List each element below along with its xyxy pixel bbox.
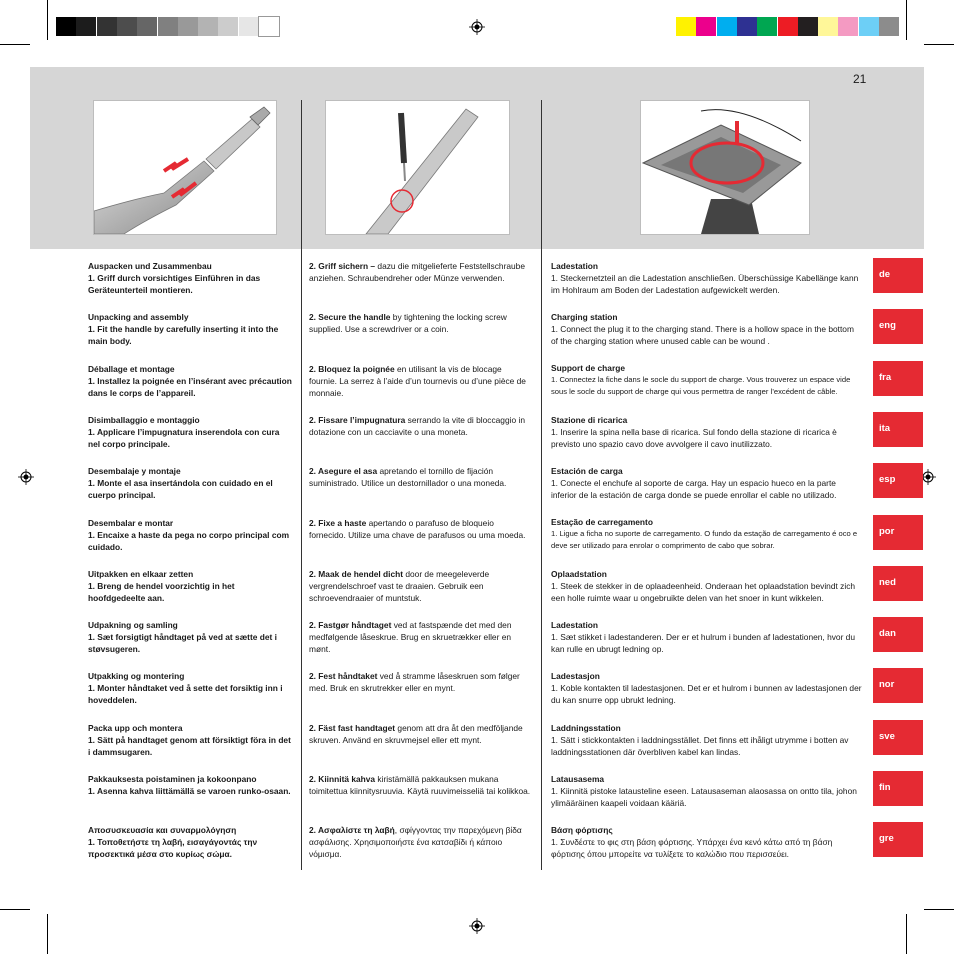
color-swatch: [879, 17, 899, 36]
instruction-block: [551, 260, 863, 296]
crop-mark: [0, 909, 30, 910]
instruction-step-label: 2. Fissare l’impugnatura: [309, 414, 406, 425]
instruction-step-label: 2. Bloquez la poignée: [309, 363, 395, 374]
language-tab-label: de: [879, 269, 891, 280]
instruction-block: [551, 311, 863, 347]
grey-swatch: [158, 17, 178, 36]
section-heading: Αποσυσκευασία και συναρμολόγηση: [88, 825, 237, 836]
section-heading: Support de charge: [551, 362, 625, 373]
language-tab-nor: [873, 668, 923, 703]
instruction-step-label: 2. Secure the handle: [309, 312, 391, 323]
instruction-text: en utilisant la vis de blocage fournie. La serrez à l’aide d’un tournevis ou d’une pièce de monnaie.: [309, 363, 526, 398]
grey-swatch: [239, 17, 259, 36]
section-heading: Packa upp och montera: [88, 722, 183, 733]
section-heading: Ladestation: [551, 620, 598, 631]
instruction-block: [551, 517, 863, 552]
instruction-step-label: 2. Ασφαλίστε τη λαβή: [309, 825, 395, 836]
instruction-text: 1. Connect the plug it to the charging stand. There is a hollow space in the bottom of the charging station where unused cable can be wound .: [551, 324, 854, 347]
language-tab-label: eng: [879, 320, 896, 332]
language-tab-label: nor: [879, 679, 895, 691]
instruction-block: [309, 619, 531, 655]
language-tab-fin: [873, 771, 923, 806]
instruction-block: [309, 465, 531, 489]
grey-swatch: [178, 17, 198, 36]
color-swatch: [717, 17, 737, 36]
instruction-text: 1. Encaixe a haste da pega no corpo principal com cuidado.: [88, 529, 290, 552]
instruction-block: [309, 670, 531, 694]
instruction-text: serrando la vite di bloccaggio in dotazione con un cacciavite o una moneta.: [309, 414, 525, 437]
language-tab-por: [873, 515, 923, 550]
instruction-block: [88, 363, 293, 399]
section-heading: Desembalaje y montaje: [88, 466, 181, 477]
instruction-text: 1. Installez la poignée en l’insérant avec précaution dans le corps de l’appareil.: [88, 375, 292, 398]
language-tab-sve: [873, 720, 923, 755]
crop-mark: [924, 44, 954, 45]
instruction-text: 1. Fit the handle by carefully inserting it into the main body.: [88, 324, 279, 347]
section-heading: Desembalar e montar: [88, 517, 174, 528]
instruction-block: [309, 260, 531, 284]
grey-swatch: [259, 17, 279, 36]
instruction-block: [551, 824, 863, 860]
instruction-block: [551, 722, 863, 758]
section-heading: Laddningsstation: [551, 722, 621, 733]
instruction-block: [88, 773, 293, 797]
instruction-block: [88, 670, 293, 706]
instruction-block: [309, 722, 531, 746]
section-heading: Ladestasjon: [551, 671, 600, 682]
grey-swatch: [97, 17, 117, 36]
section-heading: Déballage et montage: [88, 363, 175, 374]
color-swatch: [818, 17, 838, 36]
language-tab-eng: [873, 309, 923, 344]
instruction-text: 1. Inserire la spina nella base di ricarica. Sul fondo della stazione di ricarica è previsto uno spazio cavo dove avvolgere il cavo inutilizzato.: [551, 426, 837, 449]
instruction-text: apertando o parafuso de bloqueio fornecido. Utilize uma chave de parafusos ou uma moeda.: [309, 517, 526, 540]
registration-mark-icon: [18, 469, 34, 485]
instruction-step-label: 2. Maak de hendel dicht: [309, 568, 404, 579]
section-heading: Ladestation: [551, 261, 598, 271]
crop-mark: [906, 914, 907, 954]
color-swatch: [676, 17, 696, 36]
instruction-text: 1. Asenna kahva liittämällä se varoen runko-osaan.: [88, 786, 291, 796]
instruction-text: 1. Applicare l’impugnatura inserendola con cura nel corpo principale.: [88, 426, 280, 449]
registration-mark-icon: [469, 918, 485, 934]
instruction-block: [309, 517, 531, 541]
illustration-insert-handle: [93, 100, 277, 235]
instruction-text: 1. Ligue a ficha no suporte de carregamento. O fundo da estação de carregamento é oco e deve ser utilizado para enrolar o comprimento de cabo que sobrar.: [551, 529, 858, 550]
instruction-text: ved å stramme låseskruen som følger med. Bruk en skrutrekker eller en mynt.: [309, 671, 520, 694]
crop-mark: [906, 0, 907, 40]
registration-mark-icon: [469, 19, 485, 35]
instruction-text: by tightening the locking screw supplied. Use a screwdriver or a coin.: [309, 312, 507, 335]
illustration-secure-screw: [325, 100, 510, 235]
instruction-block: [309, 311, 531, 335]
grey-swatch: [76, 17, 96, 36]
section-heading: Oplaadstation: [551, 568, 607, 579]
instruction-block: [309, 363, 531, 399]
instruction-block: [551, 363, 863, 398]
crop-mark: [47, 0, 48, 40]
grey-swatch: [56, 17, 76, 36]
language-tab-de: [873, 258, 923, 293]
color-swatch: [696, 17, 716, 36]
instruction-text: kiristämällä pakkauksen mukana toimitettua kiinnitysruuvia. Käytä ruuvimeisseliä tai kolikkoa.: [309, 774, 531, 796]
language-tab-fra: [873, 361, 923, 396]
instruction-block: [88, 465, 293, 501]
instruction-block: [551, 465, 863, 501]
instruction-text: 1. Sätt i stickkontakten i laddningsstället. Det finns ett ihåligt utrymme i botten av laddningsstationen där överbliven kabel kan lindas.: [551, 734, 849, 757]
instruction-text: dazu die mitgelieferte Feststellschraube anziehen. Schraubendreher oder Münze verwenden.: [309, 261, 525, 283]
language-tab-label: dan: [879, 628, 896, 640]
language-tab-esp: [873, 463, 923, 498]
language-tab-label: esp: [879, 474, 896, 486]
instruction-block: [88, 414, 293, 450]
section-heading: Uitpakken en elkaar zetten: [88, 568, 194, 579]
section-heading: Charging station: [551, 312, 618, 323]
section-heading: Unpacking and assembly: [88, 312, 189, 323]
instruction-text: , σφίγγοντας την παρεχόμενη βίδα ασφάλισης. Χρησιμοποιήστε ένα κατσαβίδι ή κάποιο νόμισμα.: [309, 825, 522, 860]
language-tab-label: gre: [879, 833, 894, 845]
instruction-text: door de meegeleverde vergrendelschroef vast te draaien. Gebruik een schroevendraaier of muntstuk.: [309, 568, 490, 603]
language-tab-label: fin: [879, 782, 891, 793]
instruction-block: [551, 773, 863, 809]
color-swatch: [757, 17, 777, 36]
instruction-text: 1. Conecte el enchufe al soporte de carga. Hay un espacio hueco en la parte inferior de la estación de carga donde se puede enrollar el cable no utilizado.: [551, 478, 837, 501]
section-heading: Stazione di ricarica: [551, 414, 628, 425]
instruction-block: [88, 311, 293, 347]
section-heading: Disimballaggio e montaggio: [88, 414, 200, 425]
instruction-block: [88, 260, 293, 296]
language-tab-ned: [873, 566, 923, 601]
instruction-block: [551, 619, 863, 655]
crop-mark: [924, 909, 954, 910]
instruction-text: 1. Τοποθετήστε τη λαβή, εισαγάγοντάς την προσεκτικά μέσα στο κυρίως σώμα.: [88, 837, 258, 860]
instruction-block: [551, 568, 863, 604]
instruction-text: ved at fastspænde det med den medfølgende låseskrue. Brug en skruetrækker eller en mønt.: [309, 620, 512, 655]
instruction-step-label: 2. Griff sichern –: [309, 261, 378, 271]
instruction-step-label: 2. Fest håndtaket: [309, 671, 378, 682]
instruction-block: [88, 568, 293, 604]
instruction-text: 1. Kiinnitä pistoke latausteline eseen. Latausaseman alaosassa on ontto tila, johon ylimääräinen kaapeli voidaan kääriä.: [551, 786, 857, 808]
instruction-text: 1. Sätt på handtaget genom att försiktigt föra in det i dammsugaren.: [88, 734, 291, 757]
instruction-block: [551, 670, 863, 706]
instruction-block: [88, 517, 293, 553]
grey-swatch: [117, 17, 137, 36]
language-tab-label: por: [879, 525, 895, 537]
section-heading: Estação de carregamento: [551, 516, 653, 527]
color-swatch: [838, 17, 858, 36]
instruction-step-label: 2. Fastgør håndtaget: [309, 620, 392, 631]
instruction-text: 1. Sæt stikket i ladestanderen. Der er et hulrum i bunden af ladestationen, hvor du kan rulle en ubrugt ledning op.: [551, 632, 856, 655]
section-heading: Auspacken und Zusammenbau: [88, 261, 212, 271]
language-tab-label: sve: [879, 730, 895, 742]
instruction-text: 1. Breng de hendel voorzichtig in het hoofdgedeelte aan.: [88, 580, 235, 603]
instruction-block: [88, 619, 293, 655]
instruction-text: 1. Connectez la fiche dans le socle du support de charge. Vous trouverez un espace vide sous le socle du support de charge qui vous permettra de ranger l’excédent de câble.: [551, 375, 851, 396]
crop-mark: [47, 914, 48, 954]
instruction-step-label: 2. Asegure el asa: [309, 466, 378, 477]
language-tab-label: ita: [879, 422, 891, 434]
color-swatch: [859, 17, 879, 36]
grey-swatch: [218, 17, 238, 36]
instruction-block: [551, 414, 863, 450]
instruction-text: 1. Συνδέστε το φις στη βάση φόρτισης. Υπάρχει ένα κενό κάτω από τη βάση φόρτισης όπου μπορείτε να τυλίξετε το καλώδιο που περισσεύει.: [551, 837, 833, 860]
instruction-text: 1. Koble kontakten til ladestasjonen. Det er et hulrom i bunnen av ladestasjonen der du kan snurre opp ubrukt ledning.: [551, 683, 862, 706]
column-divider: [301, 100, 302, 870]
page-number: 21: [853, 72, 867, 86]
instruction-text: 1. Griff durch vorsichtiges Einführen in das Geräteunterteil montieren.: [88, 273, 261, 295]
crop-mark: [0, 44, 30, 45]
instruction-block: [309, 773, 531, 797]
language-tab-label: fra: [879, 371, 892, 383]
language-tab-label: ned: [879, 576, 896, 588]
instruction-block: [309, 568, 531, 604]
grey-swatch: [198, 17, 218, 36]
instruction-block: [88, 722, 293, 758]
color-swatch: [778, 17, 798, 36]
instruction-block: [309, 414, 531, 438]
language-tab-gre: [873, 822, 923, 857]
instruction-text: 1. Steckernetzteil an die Ladestation anschließen. Überschüssige Kabellänge kann im Hohlraum am Boden der Ladestation aufgewickelt werden.: [551, 273, 859, 295]
instruction-block: [309, 824, 531, 860]
grey-swatch: [137, 17, 157, 36]
instruction-step-label: 2. Fäst fast handtaget: [309, 722, 396, 733]
instruction-text: apretando el tornillo de fijación suministrado. Utilice un destornillador o una moneda.: [309, 466, 507, 489]
section-heading: Pakkauksesta poistaminen ja kokoonpano: [88, 774, 257, 784]
instruction-block: [88, 824, 293, 860]
instruction-text: 1. Monte el asa insertándola con cuidado en el cuerpo principal.: [88, 478, 273, 501]
instruction-text: 1. Monter håndtaket ved å sette det forsiktig inn i hoveddelen.: [88, 683, 283, 706]
instruction-text: 1. Steek de stekker in de oplaadeenheid. Onderaan het oplaadstation bevindt zich een holle ruimte waar u ongebruikte delen van het snoer in kunt wikkelen.: [551, 580, 856, 603]
language-tab-ita: [873, 412, 923, 447]
section-heading: Utpakking og montering: [88, 671, 185, 682]
section-heading: Udpakning og samling: [88, 620, 178, 631]
instruction-step-label: 2. Fixe a haste: [309, 517, 367, 528]
color-swatch: [798, 17, 818, 36]
section-heading: Latausasema: [551, 774, 605, 784]
column-divider: [541, 100, 542, 870]
instruction-text: genom att dra åt den medföljande skruven. Använd en skruvmejsel eller ett mynt.: [309, 722, 523, 745]
illustration-charging-station: [640, 100, 810, 235]
instruction-text: 1. Sæt forsigtigt håndtaget på ved at sætte det i støvsugeren.: [88, 632, 277, 655]
instruction-step-label: 2. Kiinnitä kahva: [309, 774, 376, 784]
color-swatch: [737, 17, 757, 36]
section-heading: Βάση φόρτισης: [551, 825, 613, 836]
language-tab-dan: [873, 617, 923, 652]
section-heading: Estación de carga: [551, 466, 623, 477]
